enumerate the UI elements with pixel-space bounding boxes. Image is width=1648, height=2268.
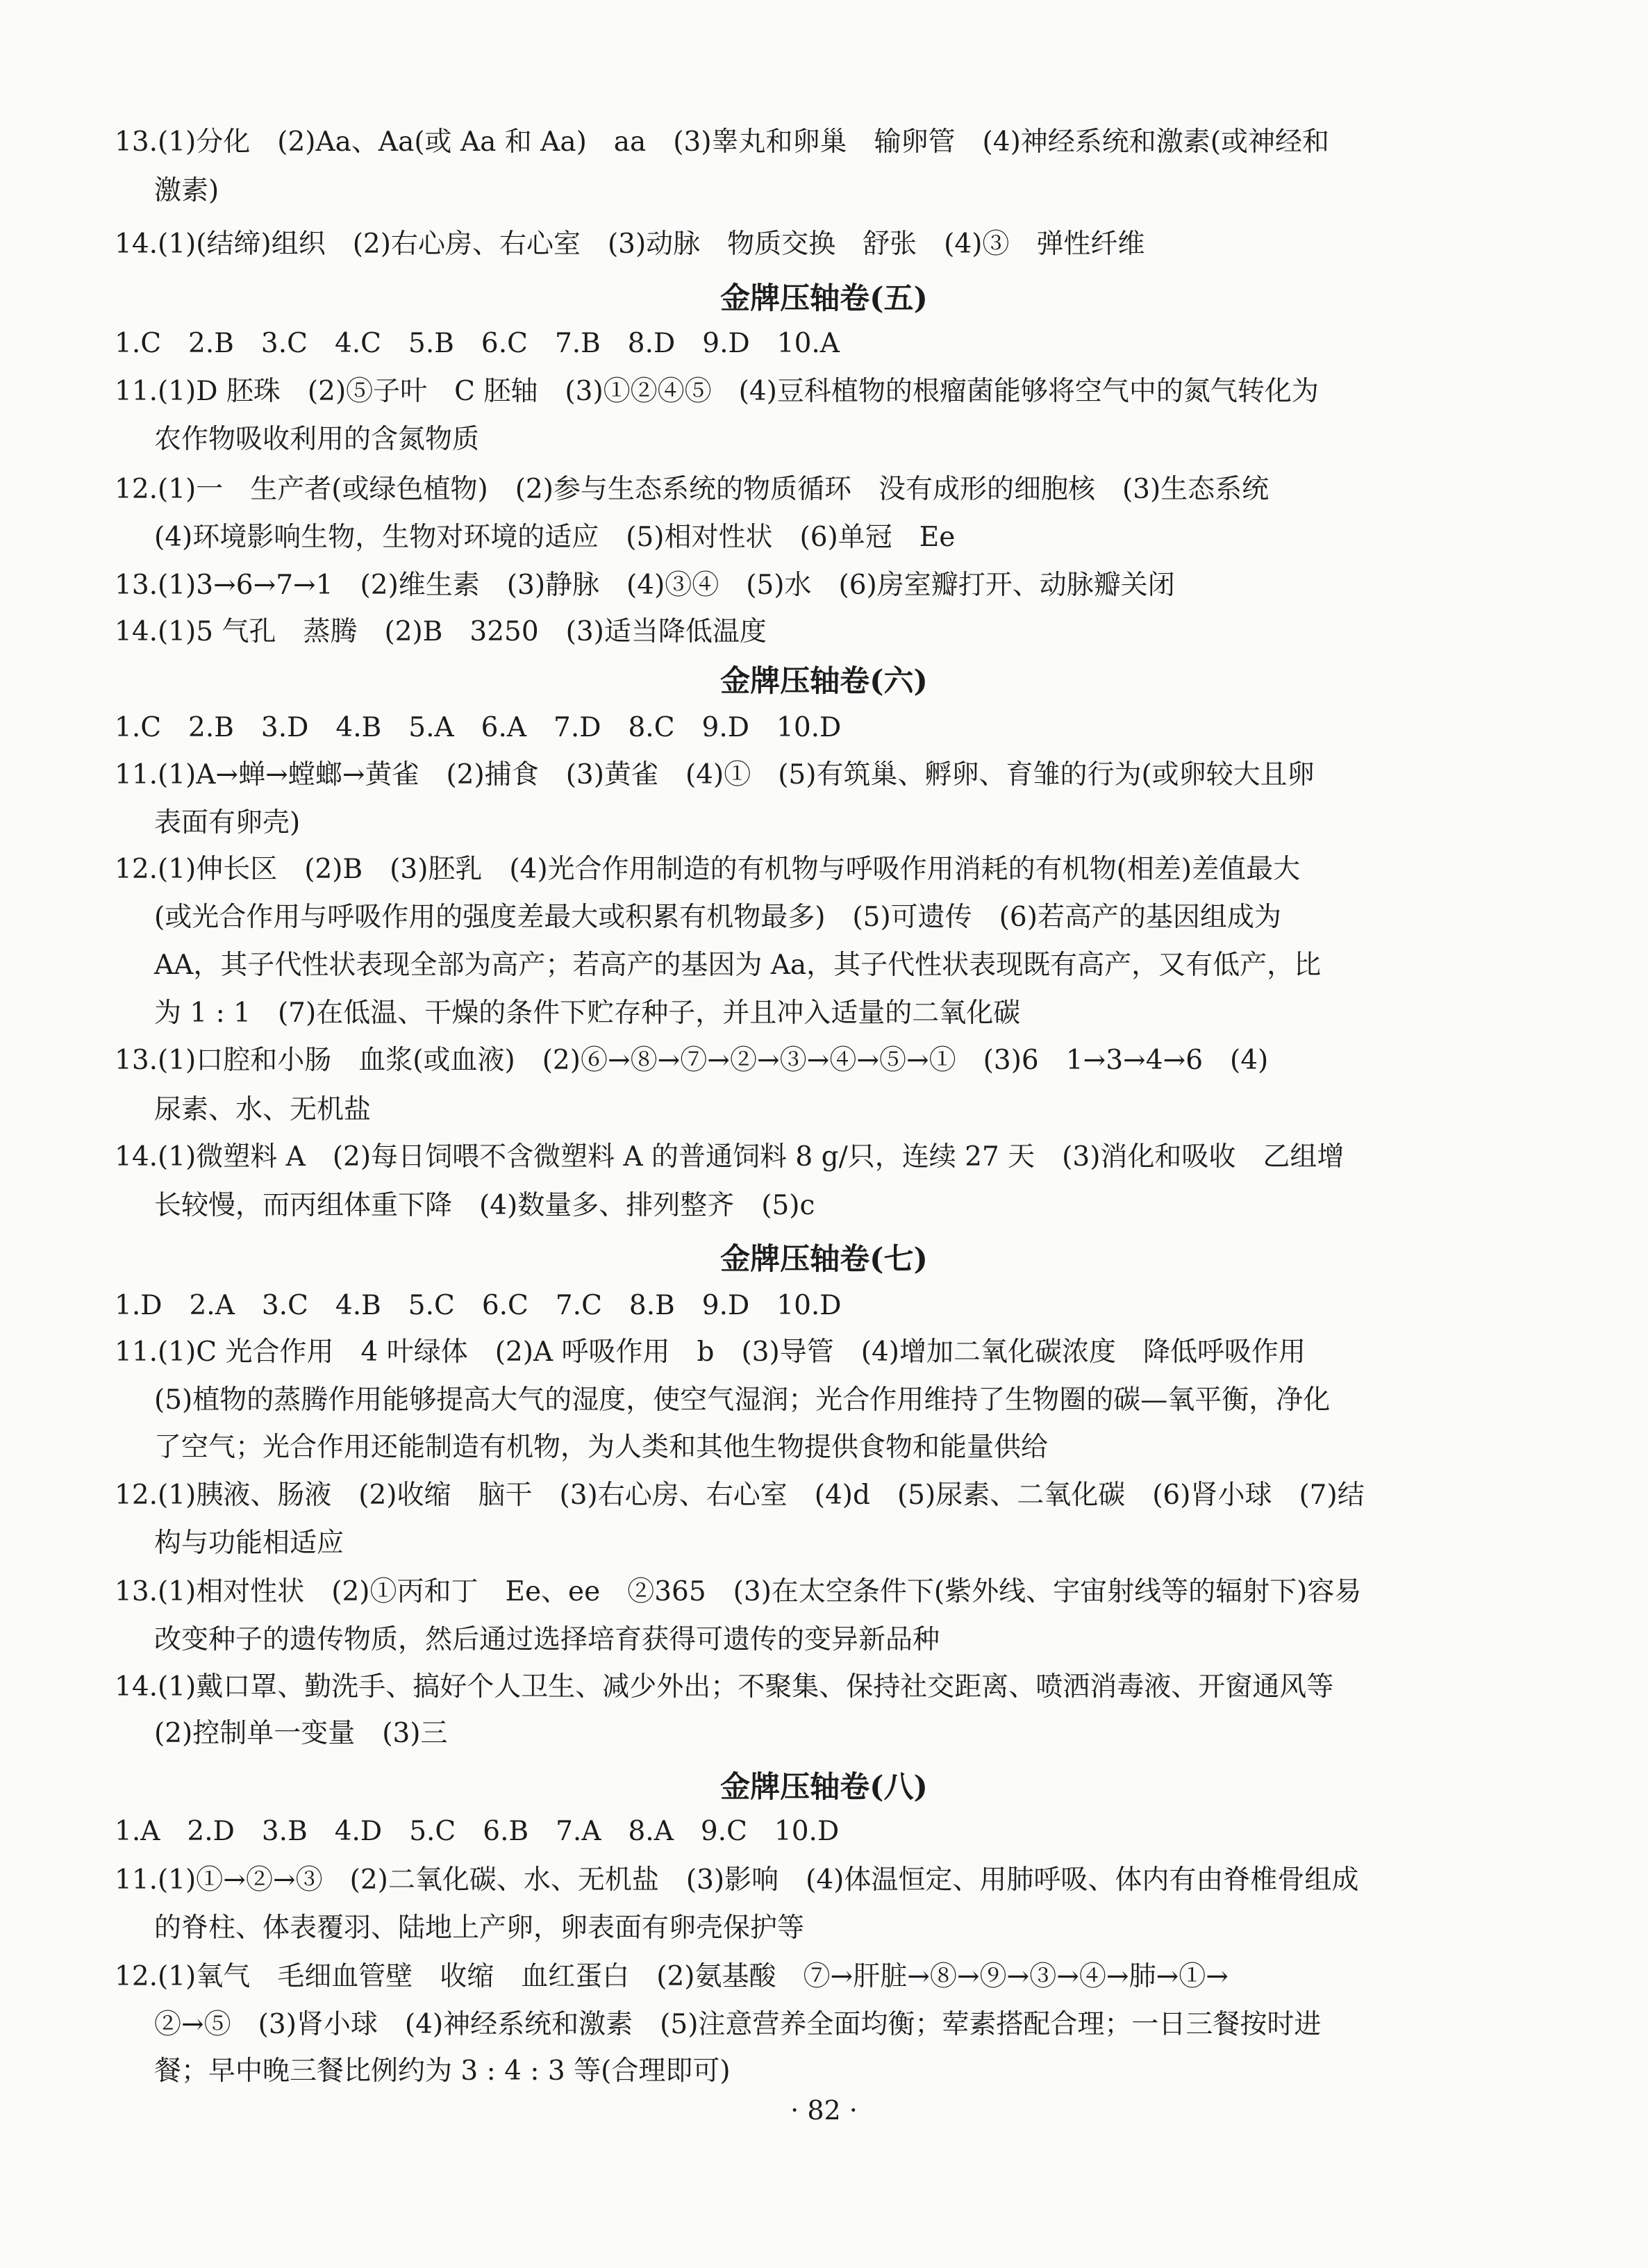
answer-continuation: 激素)	[154, 175, 219, 206]
answer-line: 1.A 2.D 3.B 4.D 5.C 6.B 7.A 8.A 9.C 10.D	[115, 1816, 840, 1847]
answer-line: 14.(1)微塑料 A (2)每日饲喂不含微塑料 A 的普通饲料 8 g/只，连续 27 天 (3)消化和吸收 乙组增	[115, 1141, 1345, 1173]
answer-continuation: 了空气；光合作用还能制造有机物，为人类和其他生物提供食物和能量供给	[154, 1432, 1049, 1463]
answer-continuation: 表面有卵壳)	[154, 807, 301, 838]
answer-line: 11.(1)A→蝉→螳螂→黄雀 (2)捕食 (3)黄雀 (4)① (5)有筑巢、孵卵、育雏的行为(或卵较大且卵	[115, 759, 1315, 791]
answer-continuation: (或光合作用与呼吸作用的强度差最大或积累有机物最多) (5)可遗传 (6)若高产的基因组成为	[154, 902, 1281, 933]
section-heading: 金牌压轴卷(六)	[720, 664, 928, 699]
answer-continuation: ②→⑤ (3)肾小球 (4)神经系统和激素 (5)注意营养全面均衡；荤素搭配合理；一日三餐按时进	[154, 2009, 1322, 2040]
answer-line: 1.D 2.A 3.C 4.B 5.C 6.C 7.C 8.B 9.D 10.D	[115, 1290, 842, 1321]
answer-continuation: 改变种子的遗传物质，然后通过选择培育获得可遗传的变异新品种	[154, 1624, 940, 1655]
answer-continuation: (4)环境影响生物，生物对环境的适应 (5)相对性状 (6)单冠 Ee	[154, 522, 956, 553]
answer-continuation: 的脊柱、体表覆羽、陆地上产卵，卵表面有卵壳保护等	[154, 1912, 805, 1944]
answer-continuation: (5)植物的蒸腾作用能够提高大气的湿度，使空气湿润；光合作用维持了生物圈的碳—氧平衡，净化	[154, 1384, 1331, 1416]
page-number: · 82 ·	[790, 2095, 858, 2126]
answer-line: 13.(1)口腔和小肠 血浆(或血液) (2)⑥→⑧→⑦→②→③→④→⑤→① (3)6 1→3→4→6 (4)	[115, 1045, 1269, 1076]
answer-line: 12.(1)伸长区 (2)B (3)胚乳 (4)光合作用制造的有机物与呼吸作用消耗的有机物(相差)差值最大	[115, 854, 1301, 885]
answer-continuation: 长较慢，而丙组体重下降 (4)数量多、排列整齐 (5)c	[154, 1190, 815, 1221]
answer-continuation: AA，其子代性状表现全部为高产；若高产的基因为 Aa，其子代性状表现既有高产，又有低产，比	[154, 950, 1322, 981]
section-heading: 金牌压轴卷(五)	[720, 281, 928, 316]
answer-continuation: 农作物吸收利用的含氮物质	[154, 424, 480, 455]
answer-continuation: 尿素、水、无机盐	[154, 1094, 372, 1125]
answer-line: 11.(1)C 光合作用 4 叶绿体 (2)A 呼吸作用 b (3)导管 (4)增加二氧化碳浓度 降低呼吸作用	[115, 1336, 1306, 1368]
section-heading: 金牌压轴卷(八)	[720, 1770, 928, 1805]
answer-line: 1.C 2.B 3.D 4.B 5.A 6.A 7.D 8.C 9.D 10.D	[115, 712, 842, 743]
answer-line: 13.(1)相对性状 (2)①丙和丁 Ee、ee ②365 (3)在太空条件下(紫外线、宇宙射线等的辐射下)容易	[115, 1576, 1362, 1607]
answer-continuation: 餐；早中晚三餐比例约为 3 : 4 : 3 等(合理即可)	[154, 2055, 731, 2087]
answer-line: 11.(1)D 胚珠 (2)⑤子叶 C 胚轴 (3)①②④⑤ (4)豆科植物的根瘤菌能够将空气中的氮气转化为	[115, 376, 1319, 407]
section-heading: 金牌压轴卷(七)	[720, 1242, 928, 1277]
answer-line: 12.(1)一 生产者(或绿色植物) (2)参与生态系统的物质循环 没有成形的细胞核 (3)生态系统	[115, 474, 1270, 505]
answer-line: 14.(1)戴口罩、勤洗手、搞好个人卫生、减少外出；不聚集、保持社交距离、喷洒消毒液、开窗通风等	[115, 1671, 1334, 1703]
answer-line: 12.(1)胰液、肠液 (2)收缩 脑干 (3)右心房、右心室 (4)d (5)尿素、二氧化碳 (6)肾小球 (7)结	[115, 1480, 1365, 1511]
answer-line: 13.(1)分化 (2)Aa、Aa(或 Aa 和 Aa) aa (3)睾丸和卵巢 输卵管 (4)神经系统和激素(或神经和	[115, 126, 1330, 158]
answer-continuation: 为 1 : 1 (7)在低温、干燥的条件下贮存种子，并且冲入适量的二氧化碳	[154, 998, 1021, 1029]
answer-line: 14.(1)5 气孔 蒸腾 (2)B 3250 (3)适当降低温度	[115, 616, 767, 647]
answer-continuation: 构与功能相适应	[154, 1528, 344, 1559]
answer-line: 1.C 2.B 3.C 4.C 5.B 6.C 7.B 8.D 9.D 10.A	[115, 328, 840, 359]
answer-line: 13.(1)3→6→7→1 (2)维生素 (3)静脉 (4)③④ (5)水 (6)房室瓣打开、动脉瓣关闭	[115, 570, 1175, 601]
answer-line: 12.(1)氧气 毛细血管壁 收缩 血红蛋白 (2)氨基酸 ⑦→肝脏→⑧→⑨→③→④→肺→①→	[115, 1961, 1229, 1992]
answer-line: 14.(1)(结缔)组织 (2)右心房、右心室 (3)动脉 物质交换 舒张 (4)③ 弹性纤维	[115, 229, 1145, 260]
answer-line: 11.(1)①→②→③ (2)二氧化碳、水、无机盐 (3)影响 (4)体温恒定、用肺呼吸、体内有由脊椎骨组成	[115, 1864, 1359, 1896]
answer-continuation: (2)控制单一变量 (3)三	[154, 1718, 448, 1749]
